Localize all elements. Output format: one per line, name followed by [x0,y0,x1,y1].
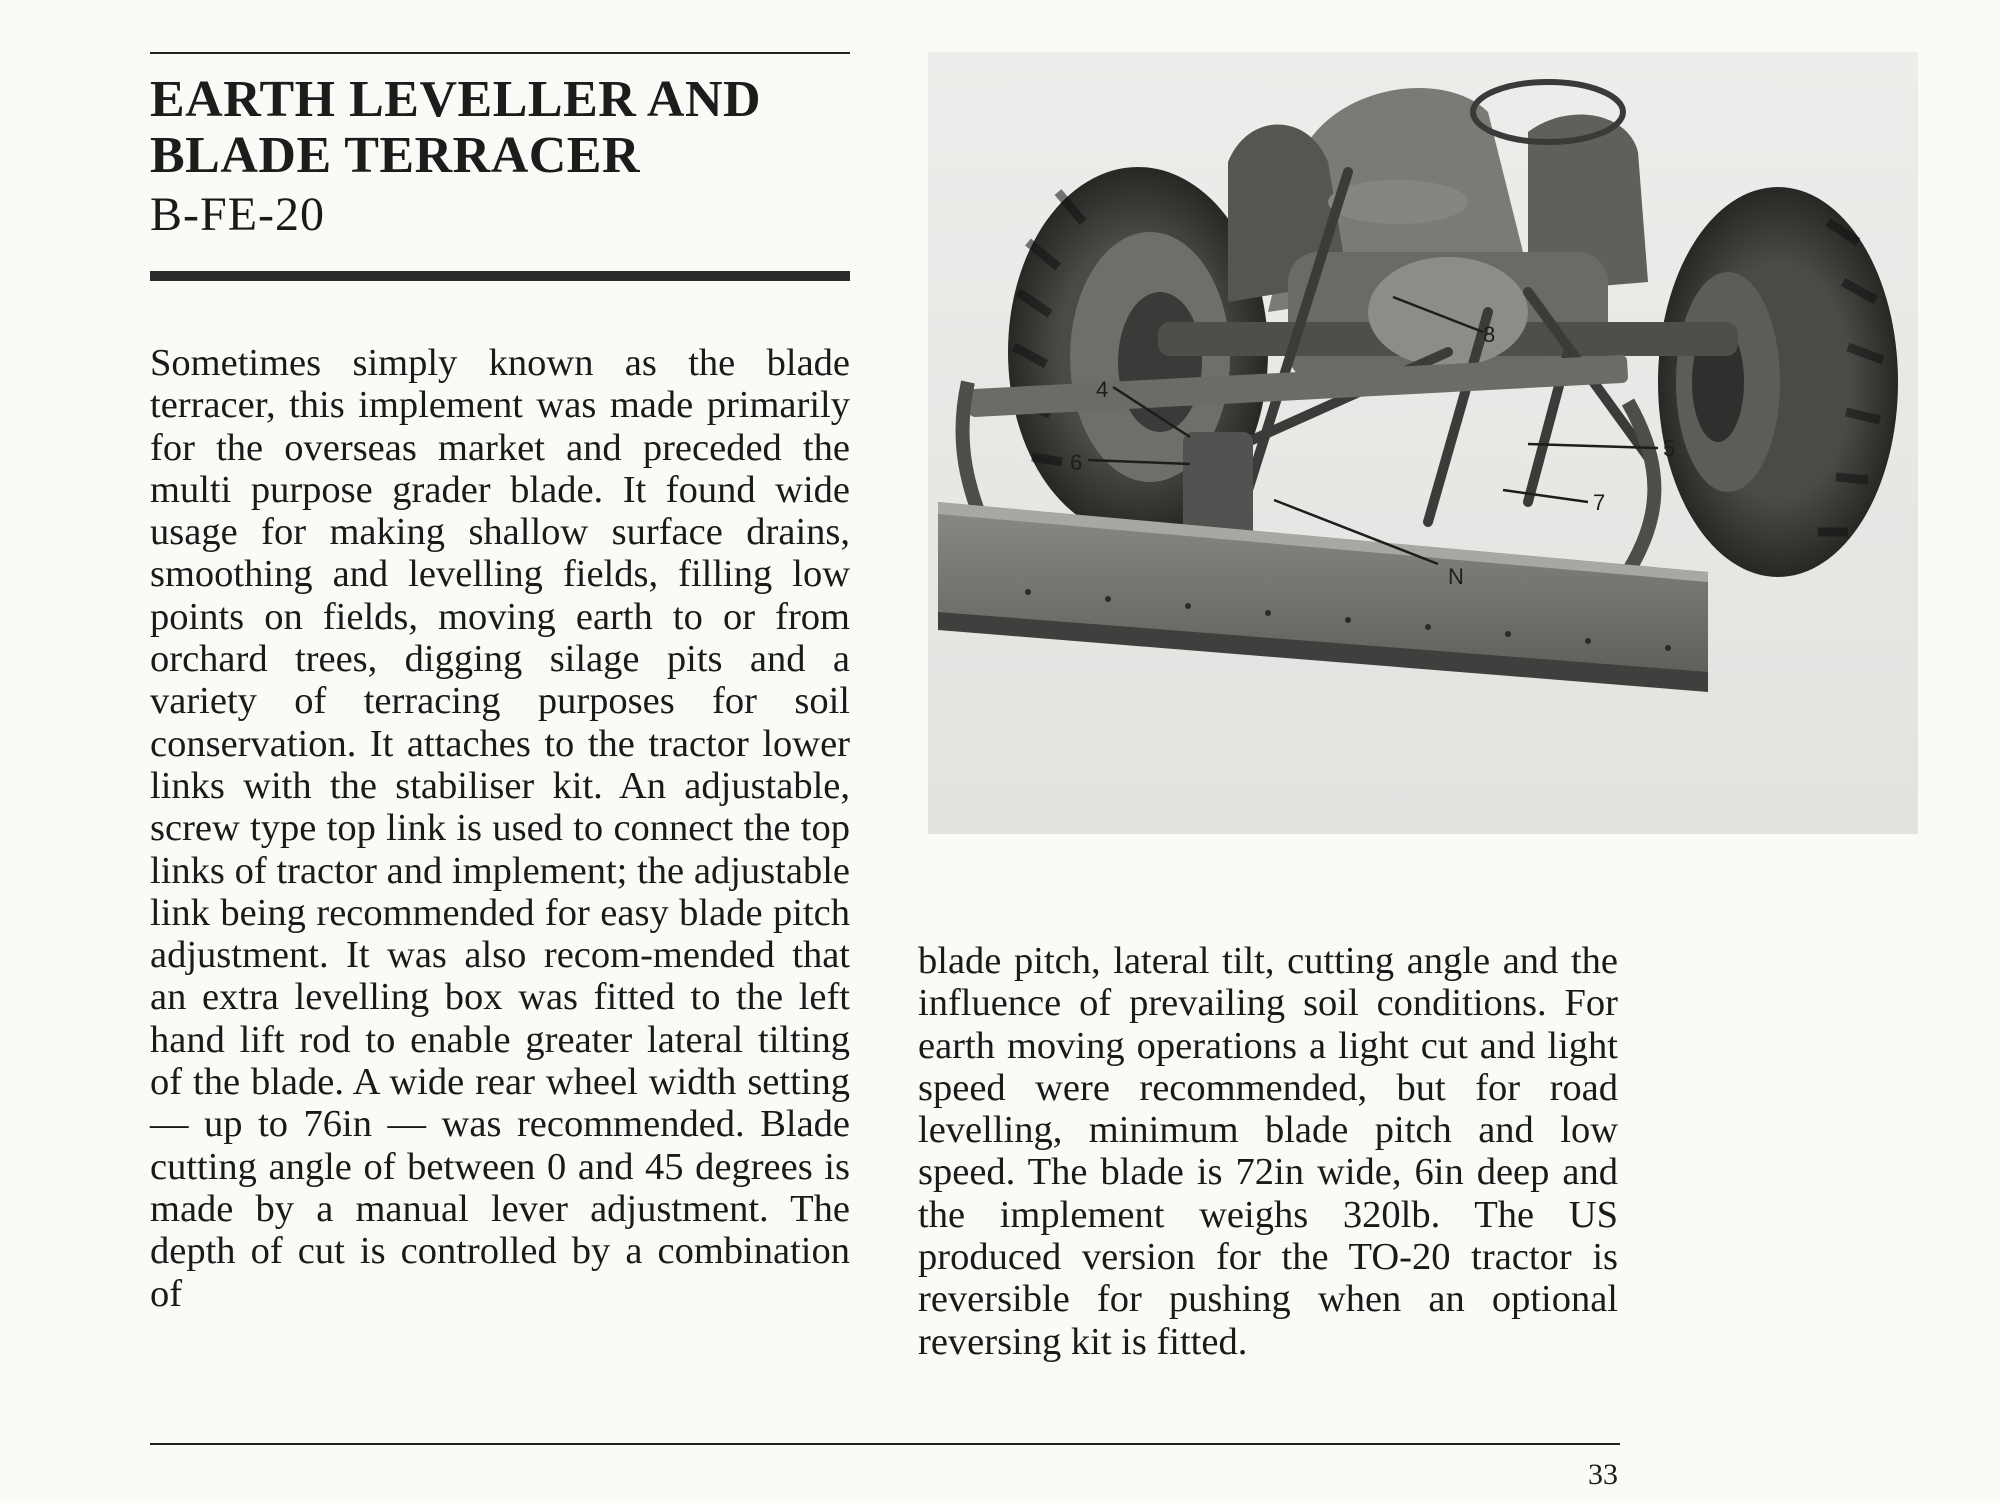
body-text-right-column: blade pitch, lateral tilt, cutting angle and the influence of prevailing soil conditions. For earth moving operations a light cut and light speed were recommended, but for road levelling, minimum blade pitch and low speed. The blade is 72in wide, 6in deep and the implement weighs 320lb. The US produced version for the TO-20 tractor is reversible for pushing when an optional reversing kit is fitted. [918,940,1618,1363]
footer-rule [150,1443,1620,1445]
heading-title-line-1: EARTH LEVELLER AND [150,71,762,128]
section-heading [150,72,850,242]
callout-label: 5 [1663,436,1676,461]
heading-underline-rule [150,271,850,281]
body-text-left-column: Sometimes simply known as the blade terracer, this implement was made primarily for the overseas market and preceded the multi purpose grader blade. It found wide usage for making shallow surface drains, smoothing and levelling fields, filling low points on fields, moving earth to or from orchard trees, digging silage pits and a variety of terracing purposes for soil conservation. It attaches to the tractor lower links with the stabiliser kit. An adjustable, screw type top link is used to connect the top links of tractor and implement; the adjustable link being recommended for easy blade pitch adjustment. It was also recom-mended that an extra levelling box was fitted to the left hand lift rod to enable greater lateral tilting of the blade. A wide rear wheel width setting — up to 76in — was recommended. Blade cutting angle of between 0 and 45 degrees is made by a manual lever adjustment. The depth of cut is controlled by a combination of [150,342,850,1315]
callout-label: 6 [1070,450,1083,475]
tractor-illustration [928,52,1918,834]
callout-label: 4 [1096,377,1109,402]
callout-label: N [1448,564,1464,589]
right-rear-tyre [1658,187,1898,577]
heading-title-line-2: BLADE TERRACER [150,127,641,184]
callout-label: 7 [1593,490,1606,515]
tractor-photo [928,52,1918,834]
top-rule [150,52,850,54]
callout-label: 8 [1483,322,1496,347]
page-number: 33 [1588,1458,1618,1491]
model-code: B-FE-20 [150,188,325,241]
